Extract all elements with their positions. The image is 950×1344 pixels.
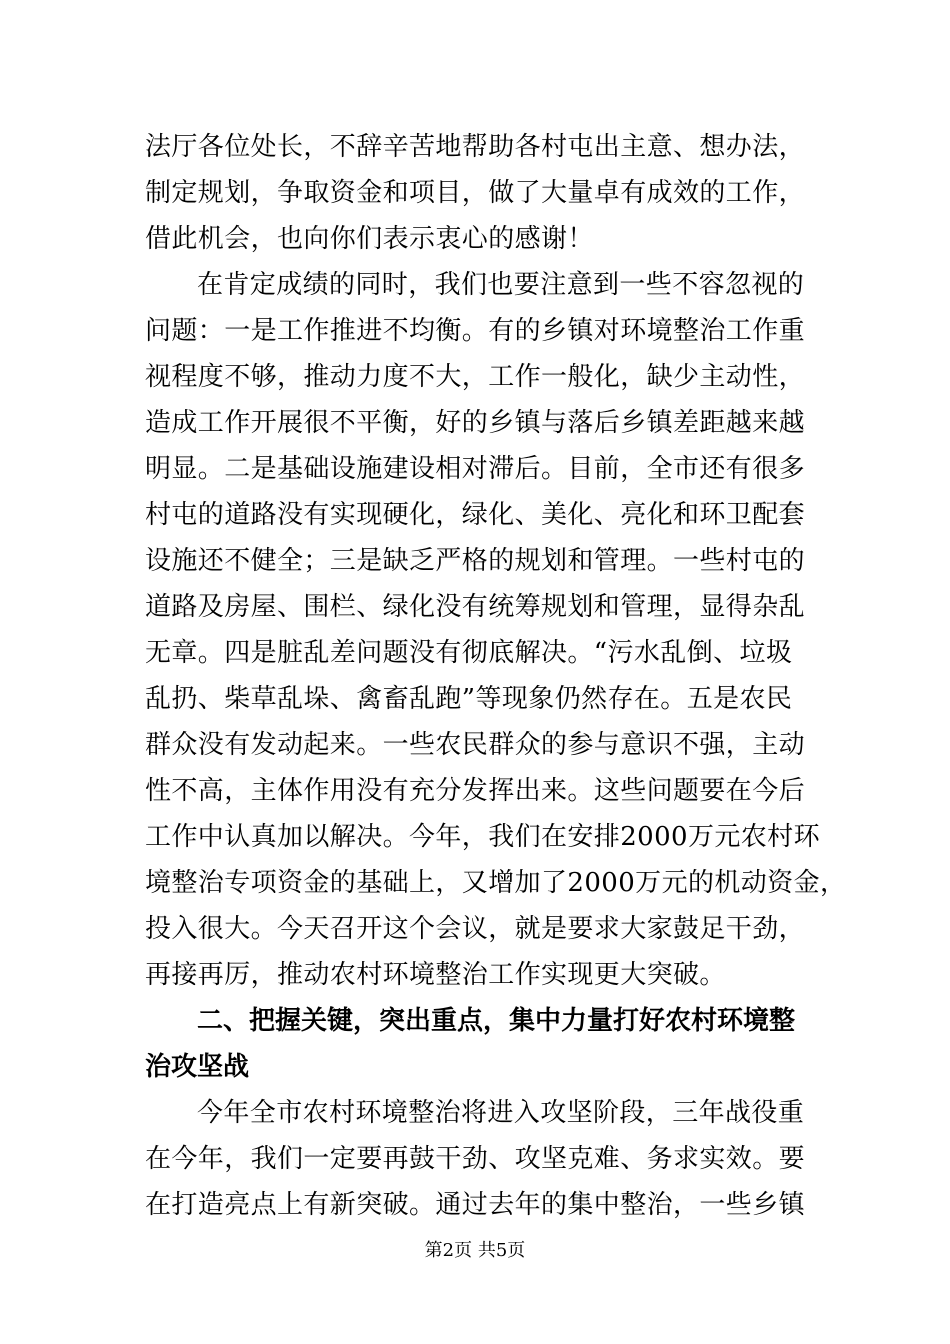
- section-heading: 二、把握关键，突出重点，集中力量打好农村环境整: [197, 1006, 796, 1036]
- body-line: 在今年，我们一定要再鼓干劲、攻坚克难、务求实效。要: [145, 1144, 806, 1174]
- body-line: 无章。四是脏乱差问题没有彻底解决。“污水乱倒、垃圾: [145, 638, 793, 668]
- body-line: 工作中认真加以解决。今年，我们在安排2000万元农村环: [145, 822, 820, 852]
- body-line: 法厅各位处长，不辞辛苦地帮助各村屯出主意、想办法，: [145, 132, 806, 162]
- paragraph-start-line: 在肯定成绩的同时，我们也要注意到一些不容忽视的: [197, 270, 805, 300]
- body-line: 制定规划，争取资金和项目，做了大量卓有成效的工作，: [145, 178, 806, 208]
- body-line: 再接再厉，推动农村环境整治工作实现更大突破。: [145, 960, 726, 990]
- document-body: [145, 124, 847, 1228]
- body-line: 视程度不够，推动力度不大，工作一般化，缺少主动性，: [145, 362, 806, 392]
- body-line: 设施还不健全；三是缺乏严格的规划和管理。一些村屯的: [145, 546, 806, 576]
- body-line: 在打造亮点上有新突破。通过去年的集中整治，一些乡镇: [145, 1190, 806, 1220]
- body-line: 借此机会，也向你们表示衷心的感谢！: [145, 224, 594, 254]
- body-line: 投入很大。今天召开这个会议，就是要求大家鼓足干劲，: [145, 914, 806, 944]
- body-line: 问题：一是工作推进不均衡。有的乡镇对环境整治工作重: [145, 316, 806, 346]
- body-line: 群众没有发动起来。一些农民群众的参与意识不强，主动: [145, 730, 806, 760]
- page-footer: 第2页 共5页: [424, 1240, 526, 1261]
- body-line: 性不高，主体作用没有充分发挥出来。这些问题要在今后: [145, 776, 806, 806]
- paragraph-start-line: 今年全市农村环境整治将进入攻坚阶段，三年战役重: [197, 1098, 805, 1128]
- body-line: 道路及房屋、围栏、绿化没有统筹规划和管理，显得杂乱: [145, 592, 806, 622]
- body-line: 明显。二是基础设施建设相对滞后。目前，全市还有很多: [145, 454, 806, 484]
- body-line: 乱扔、柴草乱垛、禽畜乱跑”等现象仍然存在。五是农民: [145, 684, 793, 714]
- body-line: 造成工作开展很不平衡，好的乡镇与落后乡镇差距越来越: [145, 408, 806, 438]
- body-line: 村屯的道路没有实现硬化，绿化、美化、亮化和环卫配套: [145, 500, 806, 530]
- body-line: 境整治专项资金的基础上，又增加了2000万元的机动资金，: [145, 868, 847, 898]
- section-heading-continued: 治攻坚战: [145, 1052, 250, 1082]
